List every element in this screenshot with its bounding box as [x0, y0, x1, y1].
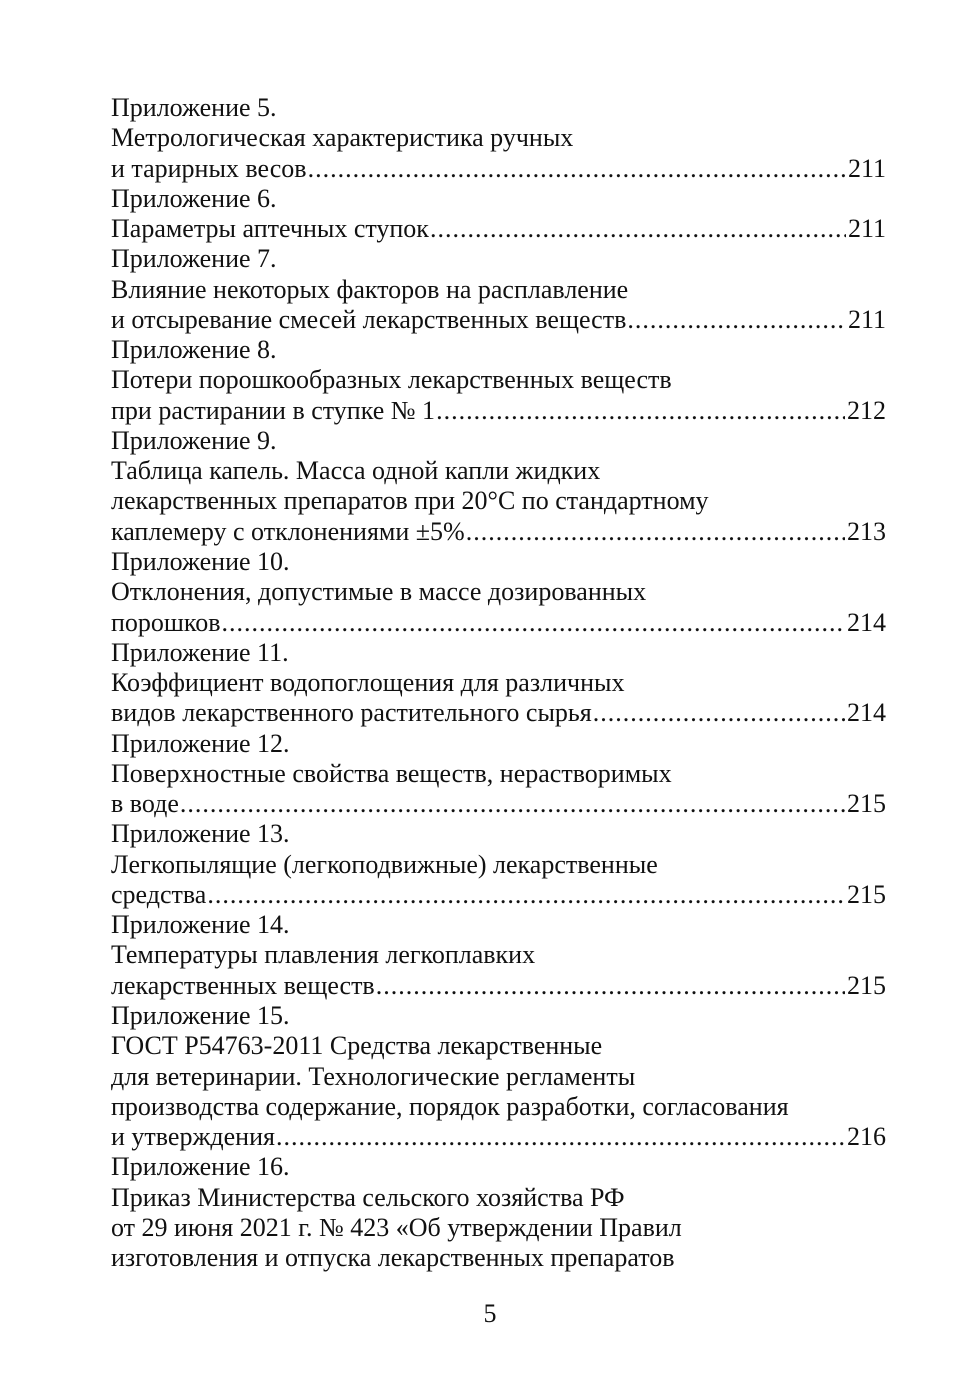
dot-leader [593, 698, 845, 728]
toc-title-line: Температуры плавления легкоплавких [111, 940, 536, 970]
toc-page-number: 212 [847, 395, 886, 425]
appendix-label: Приложение 16. [111, 1152, 290, 1182]
toc-page-number: 213 [847, 516, 886, 546]
toc-entry [111, 244, 886, 335]
dot-leader [436, 396, 845, 426]
toc-title-text: в воде [111, 789, 179, 819]
toc-entry [111, 910, 886, 1001]
toc-title-text: Параметры аптечных ступок [111, 214, 429, 244]
appendix-label: Приложение 6. [111, 183, 277, 213]
appendix-label: Приложение 15. [111, 1000, 290, 1030]
toc-entry [111, 1152, 886, 1273]
toc-entry [111, 638, 886, 729]
toc-entry [111, 335, 886, 426]
dot-leader [222, 608, 845, 638]
toc-title-text: видов лекарственного растительного сырья [111, 698, 592, 728]
page-number: 5 [483, 1299, 497, 1328]
toc-title-line: Поверхностные свойства веществ, нерастворимых [111, 758, 672, 788]
dot-leader [276, 1122, 845, 1152]
toc-entry [111, 93, 886, 184]
toc-title-line: Коэффициент водопоглощения для различных [111, 668, 625, 698]
toc-title-line-with-page [111, 880, 886, 910]
dot-leader [308, 154, 846, 184]
toc-title-text: и отсыревание смесей лекарственных веществ [111, 304, 627, 334]
toc-title-text: средства [111, 879, 207, 909]
toc-title-line-with-page [111, 396, 886, 426]
appendix-label: Приложение 10. [111, 546, 290, 576]
toc-title-line: Таблица капель. Масса одной капли жидких [111, 456, 601, 486]
appendix-label: Приложение 12. [111, 728, 290, 758]
toc-title-line-with-page [111, 971, 886, 1001]
toc-page-number: 214 [847, 698, 886, 728]
toc-title-line-with-page [111, 214, 886, 244]
appendix-label: Приложение 7. [111, 244, 277, 274]
toc-entry [111, 184, 886, 245]
toc-title-line: Метрологическая характеристика ручных [111, 123, 574, 153]
toc-page-number: 211 [847, 153, 886, 183]
toc-title-line-with-page [111, 698, 886, 728]
toc-title-line-with-page [111, 608, 886, 638]
toc-entry [111, 1001, 886, 1152]
appendix-label: Приложение 11. [111, 637, 289, 667]
toc-entry [111, 547, 886, 638]
toc-title-text: лекарственных веществ [111, 970, 375, 1000]
toc-entry [111, 729, 886, 820]
dot-leader [376, 971, 845, 1001]
appendix-label: Приложение 8. [111, 335, 277, 365]
toc-page-number: 214 [847, 607, 886, 637]
toc-entry [111, 426, 886, 547]
table-of-contents [111, 93, 886, 1273]
appendix-label: Приложение 5. [111, 93, 277, 122]
toc-title-line-with-page [111, 1122, 886, 1152]
toc-title-text: порошков [111, 607, 221, 637]
toc-title-line: Потери порошкообразных лекарственных веществ [111, 365, 672, 395]
dot-leader [627, 305, 846, 335]
toc-title-line: Приказ Министерства сельского хозяйства РФ [111, 1182, 625, 1212]
toc-page-number: 216 [847, 1122, 886, 1152]
toc-page-number: 215 [847, 789, 886, 819]
toc-title-text: и тарирных весов [111, 153, 307, 183]
toc-title-text: и утверждения [111, 1122, 275, 1152]
toc-title-line: производства содержание, порядок разработки, согласования [111, 1091, 789, 1121]
dot-leader [430, 214, 846, 244]
toc-title-line-with-page [111, 517, 886, 547]
toc-title-text: каплемеру с отклонениями ±5% [111, 516, 465, 546]
toc-title-text: при растирании в ступке № 1 [111, 395, 436, 425]
toc-title-line: ГОСТ Р54763-2011 Средства лекарственные [111, 1031, 603, 1061]
toc-title-line: Влияние некоторых факторов на расплавление [111, 274, 629, 304]
toc-title-line: для ветеринарии. Технологические регламенты [111, 1061, 636, 1091]
toc-page-number: 215 [847, 879, 886, 909]
toc-title-line: лекарственных препаратов при 20°С по стандартному [111, 486, 709, 516]
toc-title-line: от 29 июня 2021 г. № 423 «Об утверждении Правил [111, 1212, 682, 1242]
appendix-label: Приложение 14. [111, 910, 290, 940]
dot-leader [180, 789, 845, 819]
toc-page-number: 215 [847, 970, 886, 1000]
dot-leader [466, 517, 845, 547]
toc-title-line: Отклонения, допустимые в массе дозированных [111, 577, 647, 607]
toc-page-number: 211 [847, 214, 886, 244]
toc-title-line: Легкопылящие (легкоподвижные) лекарственные [111, 849, 658, 879]
appendix-label: Приложение 13. [111, 819, 290, 849]
toc-title-line: изготовления и отпуска лекарственных препаратов [111, 1243, 675, 1273]
toc-entry [111, 819, 886, 910]
toc-page-number: 211 [847, 304, 886, 334]
toc-title-line-with-page [111, 305, 886, 335]
dot-leader [207, 880, 845, 910]
appendix-label: Приложение 9. [111, 425, 277, 455]
toc-title-line-with-page [111, 789, 886, 819]
toc-title-line-with-page [111, 154, 886, 184]
